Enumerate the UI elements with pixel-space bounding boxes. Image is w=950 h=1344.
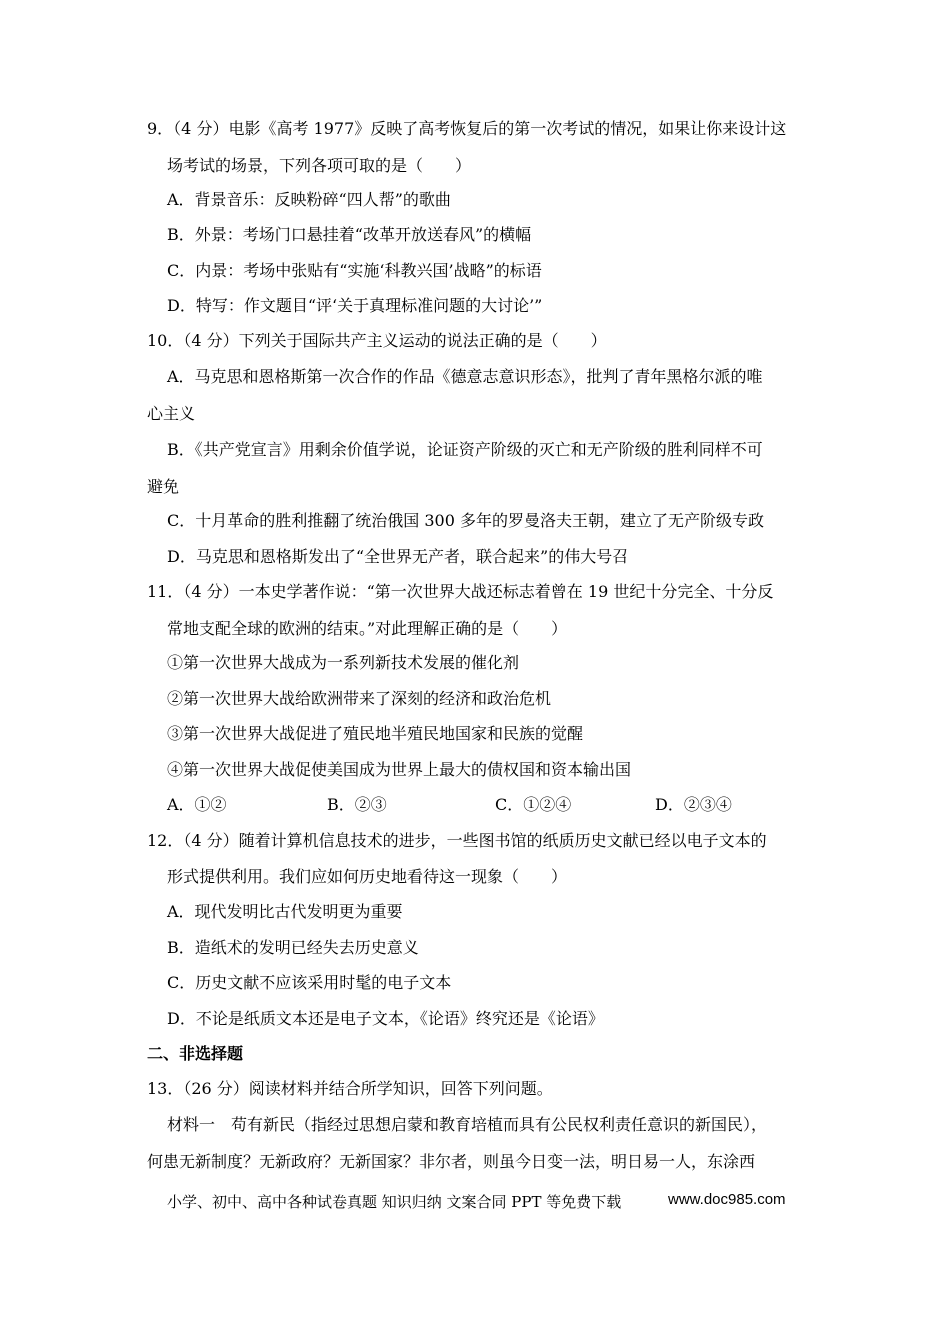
q11-stem-line2: 常地支配全球的欧洲的结束。”对此理解正确的是（ ） (167, 619, 568, 638)
q9-stem-line2: 场考试的场景，下列各项可取的是（ ） (167, 156, 472, 175)
q12-option-b: B．造纸术的发明已经失去历史意义 (167, 938, 419, 957)
q13-material-line2: 何患无新制度？无新政府？无新国家？非尔者，则虽今日变一法，明日易一人，东涂西 (147, 1152, 756, 1171)
q13-stem: 13．（26 分）阅读材料并结合所学知识，回答下列问题。 (147, 1079, 553, 1098)
q10-option-b-line1: B．《共产党宣言》用剩余价值学说，论证资产阶级的灭亡和无产阶级的胜利同样不可 (167, 440, 763, 459)
q10-stem: 10．（4 分）下列关于国际共产主义运动的说法正确的是（ ） (147, 331, 607, 350)
q10-option-b-line2: 避免 (147, 477, 180, 496)
q12-option-c: C．历史文献不应该采用时髦的电子文本 (167, 973, 452, 992)
q13-material-line1: 材料一 苟有新民（指经过思想启蒙和教育培植而具有公民权利责任意识的新国民）， (167, 1115, 768, 1134)
q11-statement-3: ③第一次世界大战促进了殖民地半殖民地国家和民族的觉醒 (167, 724, 584, 743)
q12-stem-line1: 12．（4 分）随着计算机信息技术的进步，一些图书馆的纸质历史文献已经以电子文本的 (147, 831, 767, 850)
q10-option-a-line1: A．马克思和恩格斯第一次合作的作品《德意志意识形态》，批判了青年黑格尔派的唯 (167, 367, 763, 386)
q9-option-b: B．外景：考场门口悬挂着“改革开放送春风”的横幅 (167, 225, 532, 244)
q11-statement-1: ①第一次世界大战成为一系列新技术发展的催化剂 (167, 653, 520, 672)
q11-statement-4: ④第一次世界大战促使美国成为世界上最大的债权国和资本输出国 (167, 760, 632, 779)
q9-option-c: C．内景：考场中张贴有“实施‘科教兴国’战略”的标语 (167, 261, 542, 280)
q10-option-a-line2: 心主义 (147, 404, 196, 423)
section-heading: 二、非选择题 (147, 1044, 244, 1063)
q12-option-a: A．现代发明比古代发明更为重要 (167, 902, 403, 921)
footer-url[interactable]: www.doc985.com (668, 1191, 786, 1208)
q10-option-d: D．马克思和恩格斯发出了“全世界无产者，联合起来”的伟大号召 (167, 547, 629, 566)
q11-option-c: C．①②④ (495, 795, 572, 814)
q12-option-d: D．不论是纸质文本还是电子文本，《论语》终究还是《论语》 (167, 1009, 604, 1028)
q9-option-a: A．背景音乐：反映粉碎“四人帮”的歌曲 (167, 190, 451, 209)
q10-option-c: C．十月革命的胜利推翻了统治俄国 300 多年的罗曼洛夫王朝，建立了无产阶级专政 (167, 511, 764, 530)
footer-text: 小学、初中、高中各种试卷真题 知识归纳 文案合同 PPT 等免费下载 (167, 1193, 622, 1211)
q11-option-d: D．②③④ (655, 795, 732, 814)
q11-option-a: A．①② (167, 795, 227, 814)
q11-statement-2: ②第一次世界大战给欧洲带来了深刻的经济和政治危机 (167, 689, 552, 708)
q11-stem-line1: 11．（4 分）一本史学著作说：“第一次世界大战还标志着曾在 19 世纪十分完全、十分反 (147, 582, 774, 601)
q9-option-d: D．特写：作文题目“评‘关于真理标准问题的大讨论’” (167, 296, 543, 315)
q9-stem-line1: 9．（4 分）电影《高考 1977》反映了高考恢复后的第一次考试的情况，如果让你来设计这 (147, 119, 787, 138)
q12-stem-line2: 形式提供利用。我们应如何历史地看待这一现象（ ） (167, 867, 568, 886)
q11-option-b: B．②③ (327, 795, 387, 814)
